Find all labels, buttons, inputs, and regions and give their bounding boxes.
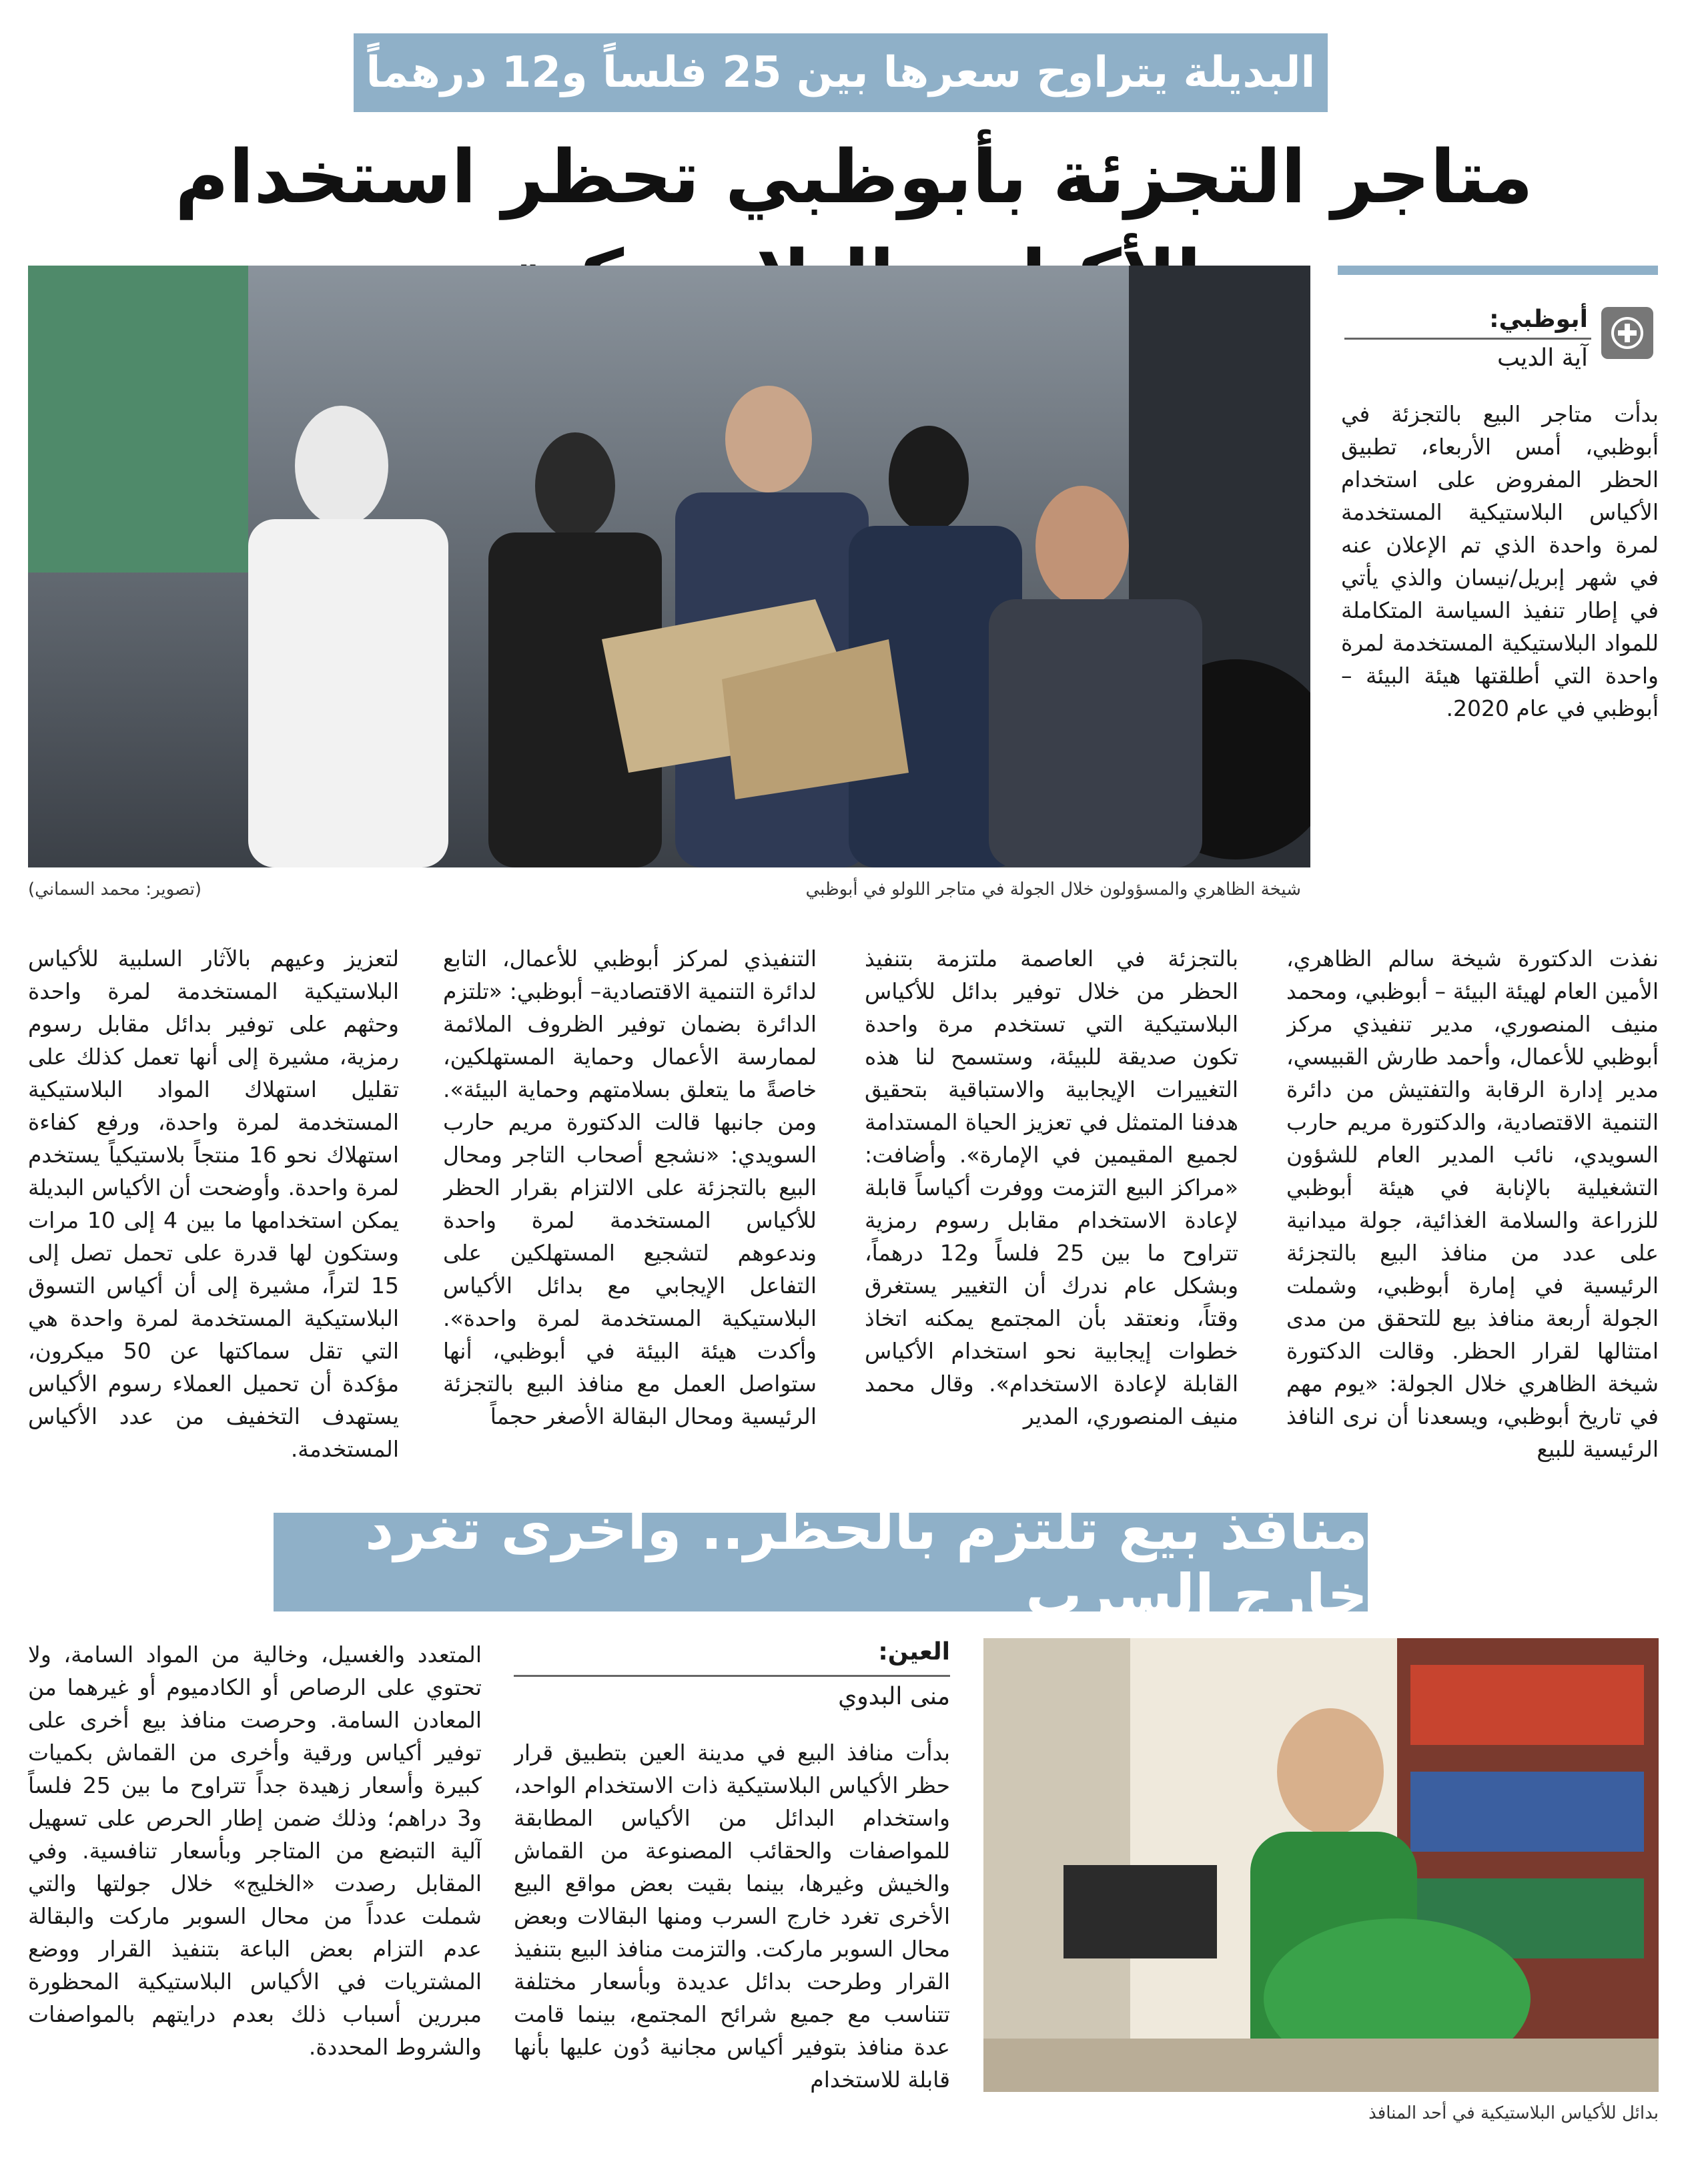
story2-photo-illustration: [983, 1638, 1659, 2092]
story2-photo: [983, 1638, 1659, 2092]
story1-dateline: أبوظبي:: [1489, 306, 1588, 333]
kicker-banner: [354, 33, 1328, 112]
story1-column-3: التنفيذي لمركز أبوظبي للأعمال، التابع لدائرة التنمية الاقتصادية– أبوظبي: «تلتزم الدائرة بضمان توفير الظروف الملائمة لممارسة الأعمال وحماية المستهلكين، خاصةً ما يتعلق بسلامتهم وحماية البيئة». ومن جانبها قالت الدكتورة مريم حارب السويدي: «نشجع أصحاب التاجر ومحال البيع بالتجزئة على الالتزام بقرار الحظر للأكياس المستخدمة لمرة واحدة وندعوهم لتشجيع المستهلكين على التفاعل الإيجابي مع بدائل الأكياس البلاستيكية المستخدمة لمرة واحدة». وأكدت هيئة البيئة في أبوظبي، أنها ستواصل العمل مع منافذ البيع بالتجزئة الرئيسية ومحال البقالة الأصغر حجماً: [443, 946, 817, 1429]
story1-intro: بدأت متاجر البيع بالتجزئة في أبوظبي، أمس الأربعاء، تطبيق الحظر المفروض على استخدام الأكياس البلاستيكية المستخدمة لمرة واحدة الذي تم الإعلان عنه في شهر إبريل/نيسان والذي يأتي في إطار تنفيذ السياسة المتكاملة للمواد البلاستيكية المستخدمة لمرة واحدة التي أطلقتها هيئة البيئة – أبوظبي في عام 2020.: [1341, 401, 1659, 721]
newspaper-logo-icon: [1601, 307, 1653, 359]
story2-dateline: العين:: [878, 1638, 950, 1666]
section-banner-text: منافذ بيع تلتزم بالحظر.. وأخرى تغرد خارج السرب: [365, 1497, 1368, 1628]
story2-author: منى البدوي: [838, 1683, 950, 1710]
headline: متاجر التجزئة بأبوظبي تحظر استخدام: [175, 134, 1533, 220]
story2-column-2: المتعدد والغسيل، وخالية من المواد السامة، ولا تحتوي على الرصاص أو الكادميوم أو غيرهما من المعادن السامة. وحرصت منافذ بيع أخرى على توفير أكياس ورقية وأخرى من القماش بكميات كبيرة وأسعار زهيدة جداً تتراوح ما بين 25 فلساً و3 دراهم؛ وذلك ضمن إطار الحرص على تسهيل آلية التبضع من المتاجر وبأسعار تنافسية. وفي المقابل رصدت «الخليج» خلال جولتها والتي شملت عدداً من محال السوبر ماركت والبقالة عدم التزام بعض الباعة بتنفيذ القرار ووضع المشتريات في الأكياس البلاستيكية المحظورة مبررين أسباب ذلك بعدم درايتهم بالمواصفات والشروط المحددة.: [28, 1642, 482, 2060]
story2-byline-rule: [514, 1675, 950, 1677]
story1-column-2: بالتجزئة في العاصمة ملتزمة بتنفيذ الحظر من خلال توفير بدائل للأكياس البلاستيكية التي تستخدم مرة واحدة تكون صديقة للبيئة، وستسمح لنا هذه التغييرات الإيجابية والاستباقية بتحقيق هدفنا المتمثل في تعزيز الحياة المستدامة لجميع المقيمين في الإمارة». وأضافت: «مراكز البيع التزمت ووفرت أكياساً قابلة لإعادة الاستخدام مقابل رسوم رمزية تتراوح ما بين 25 فلساً و12 درهماً، وبشكل عام ندرك أن التغيير يستغرق وقتاً، ونعتقد بأن المجتمع يمكنه اتخاذ خطوات إيجابية نحو استخدام الأكياس القابلة لإعادة الاستخدام». وقال محمد منيف المنصوري، المدير: [865, 946, 1238, 1429]
section-banner: [274, 1497, 1368, 1628]
story2-column-1: بدأت منافذ البيع في مدينة العين بتطبيق قرار حظر الأكياس البلاستيكية ذات الاستخدام الواحد، واستخدام البدائل من الأكياس المطابقة للمواصفات والحقائب المصنوعة من القماش والخيش وغيرها، بينما بقيت بعض مواقع البيع الأخرى تغرد خارج السرب ومنها البقالات وبعض محال السوبر ماركت. والتزمت منافذ البيع بتنفيذ القرار وطرحت بدائل عديدة وبأسعار مختلفة تتناسب مع جميع شرائح المجتمع، بينما قامت عدة منافذ بتوفير أكياس مجانية دُون عليها بأنها قابلة للاستخدام: [514, 1740, 950, 2093]
story2-photo-caption: بدائل للأكياس البلاستيكية في أحد المنافذ: [1368, 2103, 1659, 2123]
story1-author: آية الديب: [1497, 344, 1588, 372]
byline-rule: [1344, 338, 1591, 340]
story1-column-1: نفذت الدكتورة شيخة سالم الظاهري، الأمين العام لهيئة البيئة – أبوظبي، ومحمد منيف المنصوري، مدير تنفيذي مركز أبوظبي للأعمال، وأحمد طارش القبيسي، مدير إدارة الرقابة والتفتيش من دائرة التنمية الاقتصادية، والدكتورة مريم حارب السويدي، نائب المدير العام للشؤون التشغيلية بالإنابة في هيئة أبوظبي للزراعة والسلامة الغذائية، جولة ميدانية على عدد من منافذ البيع بالتجزئة الرئيسية في إمارة أبوظبي، وشملت الجولة أربعة منافذ بيع للتحقق من مدى امتثالها لقرار الحظر. وقالت الدكتورة شيخة الظاهري خلال الجولة: «يوم مهم في تاريخ أبوظبي، ويسعدنا أن نرى النافذ الرئيسية للبيع: [1286, 946, 1659, 1462]
kicker-text: البديلة يتراوح سعرها بين 25 فلساً و12 درهماً: [366, 48, 1316, 97]
story1-photo-credit: (تصوير: محمد السماني): [28, 879, 201, 899]
logo-glyph: [1609, 314, 1646, 352]
byline-bar: [1338, 266, 1658, 275]
story1-photo-illustration: [28, 266, 1310, 867]
story1-column-4: لتعزيز وعيهم بالآثار السلبية للأكياس البلاستيكية المستخدمة لمرة واحدة وحثهم على توفير بدائل مقابل رسوم رمزية، مشيرة إلى أنها تعمل كذلك على تقليل استهلاك المواد البلاستيكية المستخدمة لمرة واحدة، ورفع كفاءة استهلاك نحو 16 منتجاً بلاستيكياً يستخدم لمرة واحدة. وأوضحت أن الأكياس البديلة يمكن استخدامها ما بين 4 إلى 10 مرات وستكون لها قدرة على تحمل تصل إلى 15 لتراً، مشيرة إلى أن أكياس التسوق البلاستيكية المستخدمة لمرة واحدة هي التي تقل سماكتها عن 50 ميكرون، مؤكدة أن تحميل العملاء رسوم الأكياس يستهدف التخفيف من عدد الأكياس المستخدمة.: [28, 946, 399, 1462]
story1-photo: [28, 266, 1310, 867]
story1-photo-caption: شيخة الظاهري والمسؤولون خلال الجولة في متاجر اللولو في أبوظبي: [805, 879, 1301, 899]
